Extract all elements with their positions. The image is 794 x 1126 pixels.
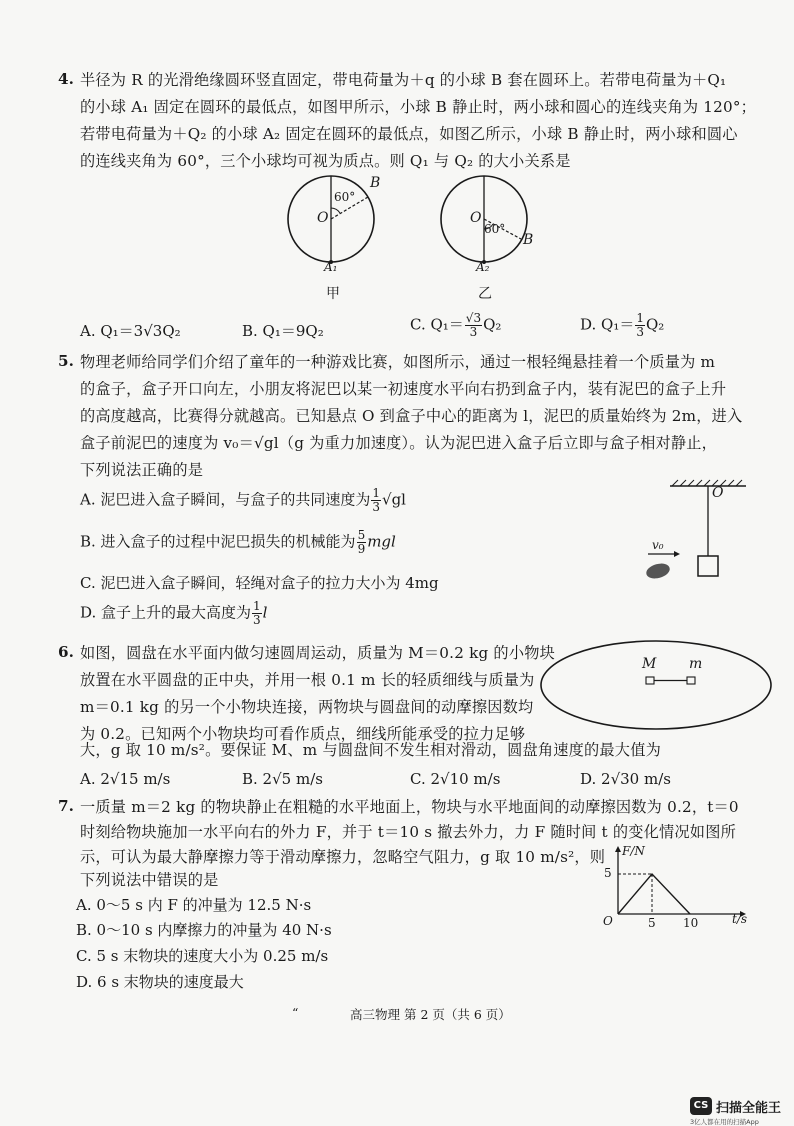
question-5-line-4: 盒子前泥巴的速度为 v₀＝√gl（g 为重力加速度）。认为泥巴进入盒子后立即与盒子相对静止， [80, 434, 718, 452]
q4-option-d-suffix: Q₂ [645, 315, 665, 334]
question-7-line-2: 时刻给物块施加一水平向右的外力 F，并于 t＝10 s 撤去外力，力 F 随时间 t 的变化情况如图所 [80, 823, 736, 841]
jia-label-o: O [317, 210, 329, 226]
question-6-line-3: m＝0.1 kg 的另一个小物块连接，两物块与圆盘间的动摩擦因数均 [80, 698, 534, 716]
question-7-line-4: 下列说法中错误的是 [80, 871, 219, 889]
denominator: 9 [357, 542, 366, 556]
q4-option-c [410, 312, 501, 339]
fraction [635, 312, 645, 339]
q7-option-b: B. 0～10 s 内摩擦力的冲量为 40 N·s [76, 921, 332, 939]
q6-option-b: B. 2√5 m/s [242, 770, 323, 788]
angle-arc [331, 208, 340, 213]
mud-ball [645, 561, 672, 581]
question-4-line-4: 的连线夹角为 60°，三个小球均可视为质点。则 Q₁ 与 Q₂ 的大小关系是 [80, 152, 571, 170]
disk [541, 641, 771, 729]
question-6-line-5: 大，g 取 10 m/s²。要保证 M、m 与圆盘间不发生相对滑动，圆盘角速度的最大值为 [80, 741, 661, 759]
q5-option-a [80, 487, 406, 514]
yi-label-o: O [470, 210, 482, 226]
camscanner-logo: CS [690, 1097, 712, 1115]
denominator: 3 [253, 613, 261, 627]
question-7-number: 7. [58, 797, 74, 815]
q7-graph-x-label: t/s [732, 912, 748, 926]
fraction [357, 529, 367, 556]
q7-option-a: A. 0～5 s 内 F 的冲量为 12.5 N·s [76, 896, 312, 914]
question-7-line-3: 示，可认为最大静摩擦力等于滑动摩擦力，忽略空气阻力，g 取 10 m/s²，则 [80, 848, 606, 866]
q7-graph-y-label: F/N [622, 844, 645, 858]
block-m [687, 677, 695, 684]
q4-option-d [580, 312, 664, 339]
numerator: 1 [636, 311, 644, 325]
q6-option-d: D. 2√30 m/s [580, 770, 671, 788]
yi-label-a2: A₂ [476, 260, 490, 274]
question-4-line-1: 半径为 R 的光滑绝缘圆环竖直固定，带电荷量为＋q 的小球 B 套在圆环上。若带电荷量为＋Q₁ [80, 71, 727, 89]
fraction [252, 600, 262, 627]
jia-label-b: B [370, 175, 381, 191]
question-5-line-2: 的盒子，盒子开口向左，小朋友将泥巴以某一初速度水平向右扔到盒子内，装有泥巴的盒子上升 [80, 380, 727, 398]
question-5-number: 5. [58, 352, 74, 370]
camscanner-tagline: 3亿人都在用的扫描App [690, 1118, 759, 1126]
denominator: 3 [636, 325, 644, 339]
question-5-line-5: 下列说法正确的是 [80, 461, 204, 479]
numerator: 1 [372, 486, 381, 500]
yi-caption: 乙 [478, 286, 492, 302]
yi-angle-label: 60° [484, 222, 506, 236]
q7-graph-origin: O [603, 914, 613, 928]
q4-option-a: A. Q₁＝3√3Q₂ [80, 322, 181, 340]
denominator: 3 [469, 325, 478, 339]
question-5-line-3: 的高度越高，比赛得分就越高。已知悬点 O 到盒子中心的距离为 l，泥巴的质量始终为 2m，进入 [80, 407, 743, 425]
footer-page-info: 高三物理 第 2 页（共 6 页） [350, 1007, 511, 1022]
q6-option-c: C. 2√10 m/s [410, 770, 501, 788]
q7-graph-x-tick-5: 5 [648, 916, 656, 930]
arrow-head [674, 551, 680, 557]
question-4-line-3: 若带电荷量为＋Q₂ 的小球 A₂ 固定在圆环的最低点，如图乙所示，小球 B 静止时，两小球和圆心 [80, 125, 738, 143]
question-4-line-2: 的小球 A₁ 固定在圆环的最低点，如图甲所示，小球 B 静止时，两小球和圆心的连线夹角为 120°； [80, 98, 757, 116]
q4-option-c-prefix: C. Q₁＝ [410, 315, 464, 334]
q5-option-a-prefix: A. 泥巴进入盒子瞬间，与盒子的共同速度为 [80, 490, 371, 509]
q5-option-d-prefix: D. 盒子上升的最大高度为 [80, 603, 252, 622]
q5-option-a-suffix: √gl [382, 490, 406, 509]
q5-option-c: C. 泥巴进入盒子瞬间，轻绳对盒子的拉力大小为 4mg [80, 574, 439, 592]
box [698, 556, 718, 576]
q6-option-a: A. 2√15 m/s [80, 770, 171, 788]
jia-caption: 甲 [326, 286, 340, 302]
q7-graph-y-tick: 5 [604, 866, 612, 880]
numerator: √3 [465, 311, 482, 325]
q7-graph-x-tick-10: 10 [683, 916, 699, 930]
jia-label-a1: A₁ [324, 260, 338, 274]
camscanner-name: 扫描全能王 [716, 1101, 782, 1116]
y-axis-arrow [615, 846, 621, 852]
q5-label-v0: v₀ [652, 538, 664, 552]
question-6-line-1: 如图，圆盘在水平面内做匀速圆周运动，质量为 M＝0.2 kg 的小物块 [80, 644, 555, 662]
q4-option-b: B. Q₁＝9Q₂ [242, 322, 324, 340]
q5-option-b [80, 529, 396, 556]
ceiling-hatch [672, 480, 742, 486]
footer-mark: “ [292, 1005, 299, 1020]
numerator: 1 [253, 599, 261, 613]
jia-angle-label: 60° [334, 190, 356, 204]
question-7-line-1: 一质量 m＝2 kg 的物块静止在粗糙的水平地面上，物块与水平地面间的动摩擦因数为 0.2，t＝0 [80, 798, 739, 816]
yi-label-b: B [523, 232, 534, 248]
question-5-line-1: 物理老师给同学们介绍了童年的一种游戏比赛，如图所示，通过一根轻绳悬挂着一个质量为 m [80, 353, 716, 371]
denominator: 3 [372, 500, 381, 514]
q5-option-b-suffix: mgl [367, 532, 396, 551]
block-M [646, 677, 654, 684]
q7-option-d: D. 6 s 末物块的速度最大 [76, 973, 244, 991]
numerator: 5 [357, 528, 366, 542]
question-4-number: 4. [58, 70, 74, 88]
q6-figure-disk [538, 637, 778, 737]
fraction [371, 487, 381, 514]
q5-figure [640, 478, 760, 588]
q6-label-M: M [642, 656, 657, 672]
q5-option-d [80, 600, 267, 627]
q5-option-d-suffix: l [262, 603, 268, 622]
question-6-line-4: 为 0.2。已知两个小物块均可看作质点，细线所能承受的拉力足够 [80, 725, 526, 743]
q6-label-m: m [689, 656, 703, 672]
force-curve [618, 874, 690, 914]
fraction [465, 312, 482, 339]
question-6-number: 6. [58, 643, 74, 661]
question-6-line-2: 放置在水平圆盘的正中央，并用一根 0.1 m 长的轻质细线与质量为 [80, 671, 535, 689]
q4-option-c-suffix: Q₂ [483, 315, 502, 334]
q5-label-o: O [712, 485, 724, 501]
q4-option-d-prefix: D. Q₁＝ [580, 315, 635, 334]
q5-option-b-prefix: B. 进入盒子的过程中泥巴损失的机械能为 [80, 532, 356, 551]
q7-option-c: C. 5 s 末物块的速度大小为 0.25 m/s [76, 947, 329, 965]
